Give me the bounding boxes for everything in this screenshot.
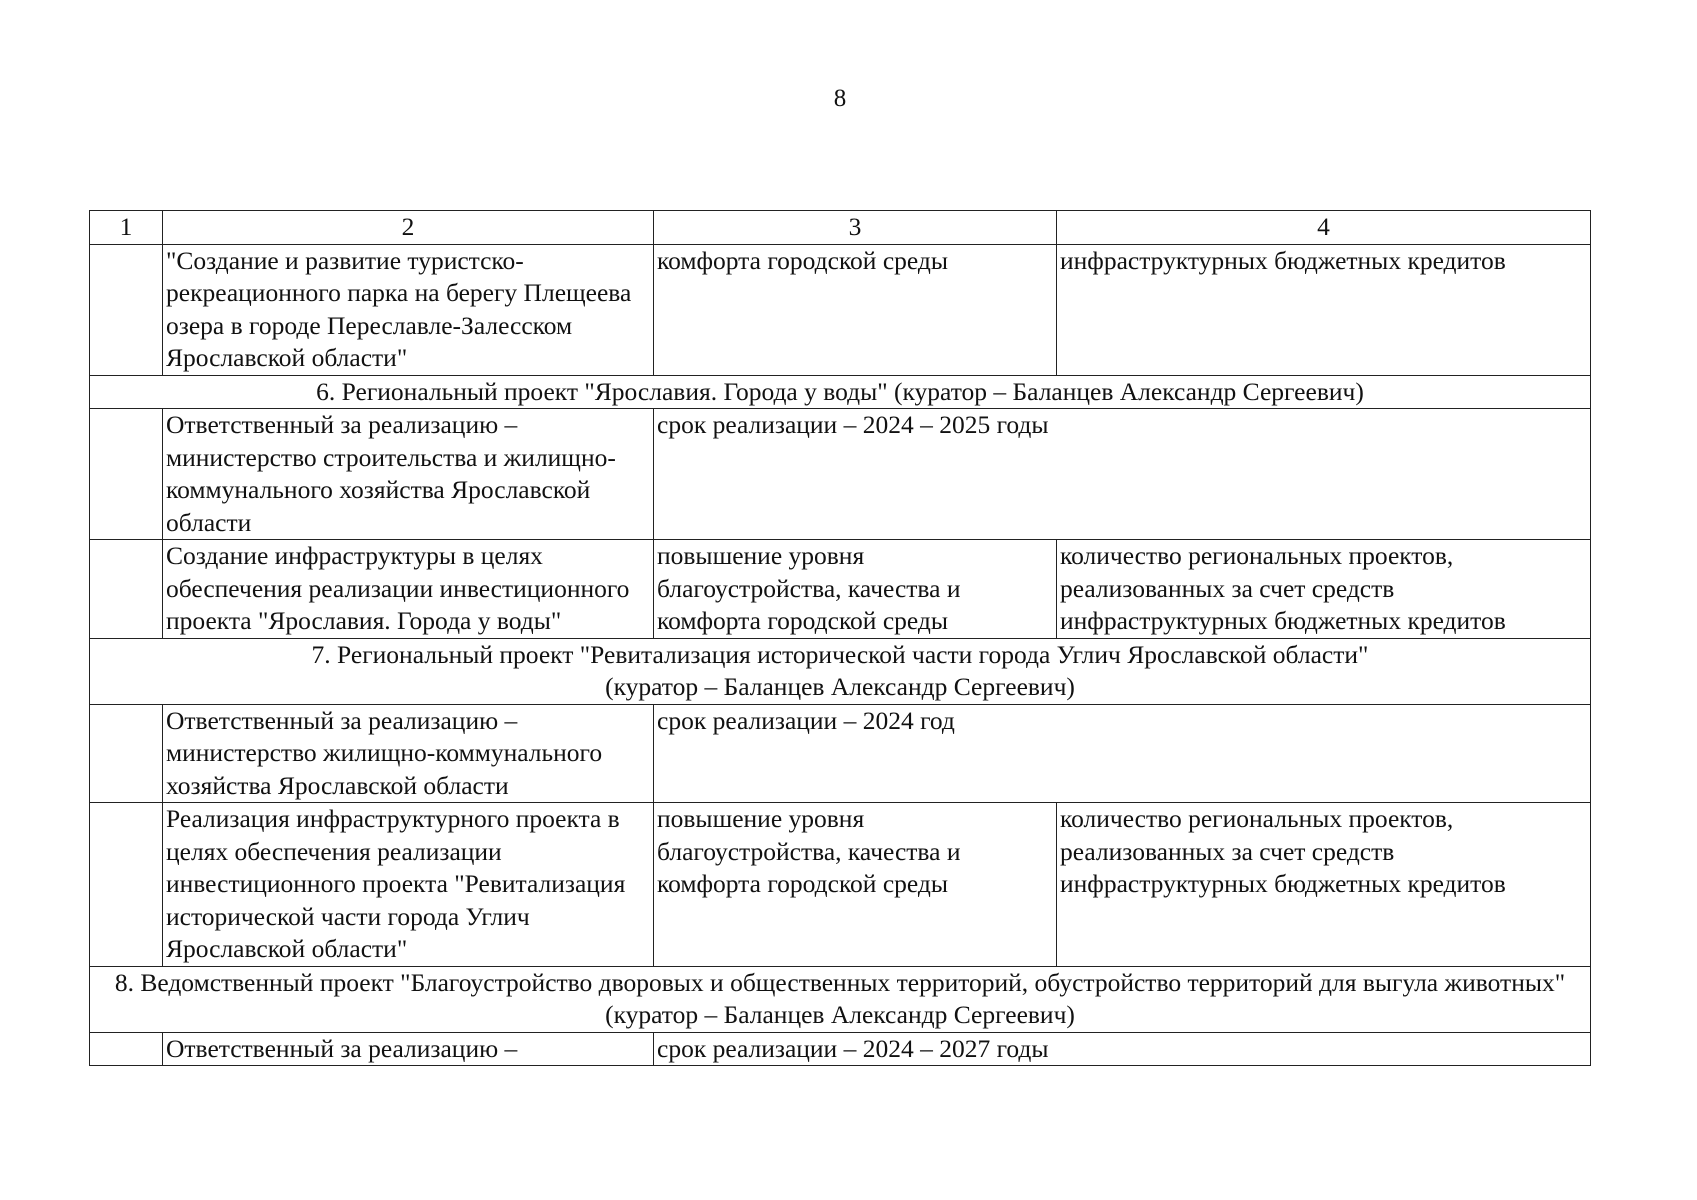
header-col-4: 4	[1057, 211, 1591, 245]
term-cell: срок реализации – 2024 – 2025 годы	[654, 409, 1591, 540]
section-title-7	[90, 638, 1591, 704]
header-col-1: 1	[90, 211, 163, 245]
section-row-8	[90, 966, 1591, 1032]
responsible-row-6	[90, 409, 1591, 540]
result-cell: комфорта городской среды	[654, 244, 1057, 375]
row-number-cell	[90, 244, 163, 375]
section-row-6	[90, 375, 1591, 409]
section-title-8: 8. Ведомственный проект "Благоустройство дворовых и общественных территорий, обустройство территорий для выгула животных" (куратор – Баланцев Александр Сергеевич)	[90, 966, 1591, 1032]
indicator-cell: инфраструктурных бюджетных кредитов	[1057, 244, 1591, 375]
row-number-cell	[90, 704, 163, 803]
row-number-cell	[90, 540, 163, 639]
indicator-cell: количество региональных проектов, реализованных за счет средств инфраструктурных бюджетных кредитов	[1057, 803, 1591, 967]
row-number-cell	[90, 1032, 163, 1066]
indicator-cell: количество региональных проектов, реализованных за счет средств инфраструктурных бюджетных кредитов	[1057, 540, 1591, 639]
task-row-7	[90, 803, 1591, 967]
section-title-7-line-1: 7. Региональный проект "Ревитализация исторической части города Углич Ярославской области"	[311, 639, 1369, 669]
section-title-7-line-2: (куратор – Баланцев Александр Сергеевич)	[605, 672, 1075, 701]
task-name-cell: Реализация инфраструктурного проекта в целях обеспечения реализации инвестиционного проекта "Ревитализация исторической части города Углич Ярославской области"	[163, 803, 654, 967]
task-name-cell: Создание инфраструктуры в целях обеспечения реализации инвестиционного проекта "Ярославия. Города у воды"	[163, 540, 654, 639]
responsible-row-8	[90, 1032, 1591, 1066]
responsible-cell: Ответственный за реализацию – министерство жилищно-коммунального хозяйства Ярославской области	[163, 704, 654, 803]
result-cell: повышение уровня благоустройства, качества и комфорта городской среды	[654, 803, 1057, 967]
term-cell: срок реализации – 2024 год	[654, 704, 1591, 803]
header-col-3: 3	[654, 211, 1057, 245]
term-cell: срок реализации – 2024 – 2027 годы	[654, 1032, 1591, 1066]
row-number-cell	[90, 409, 163, 540]
page-number: 8	[833, 85, 847, 112]
task-row-6	[90, 540, 1591, 639]
continuation-row	[90, 244, 1591, 375]
section-row-7	[90, 638, 1591, 704]
responsible-cell: Ответственный за реализацию – министерство строительства и жилищно-коммунального хозяйства Ярославской области	[163, 409, 654, 540]
result-cell: повышение уровня благоустройства, качества и комфорта городской среды	[654, 540, 1057, 639]
responsible-cell: Ответственный за реализацию –	[163, 1032, 654, 1066]
measures-table	[89, 210, 1591, 1066]
task-name-cell: "Создание и развитие туристско-рекреационного парка на берегу Плещеева озера в городе Переславле-Залесском Ярославской области"	[163, 244, 654, 375]
section-title-6: 6. Региональный проект "Ярославия. Города у воды" (куратор – Баланцев Александр Сергеевич)	[90, 375, 1591, 409]
header-col-2: 2	[163, 211, 654, 245]
responsible-row-7	[90, 704, 1591, 803]
header-row	[90, 211, 1591, 245]
row-number-cell	[90, 803, 163, 967]
